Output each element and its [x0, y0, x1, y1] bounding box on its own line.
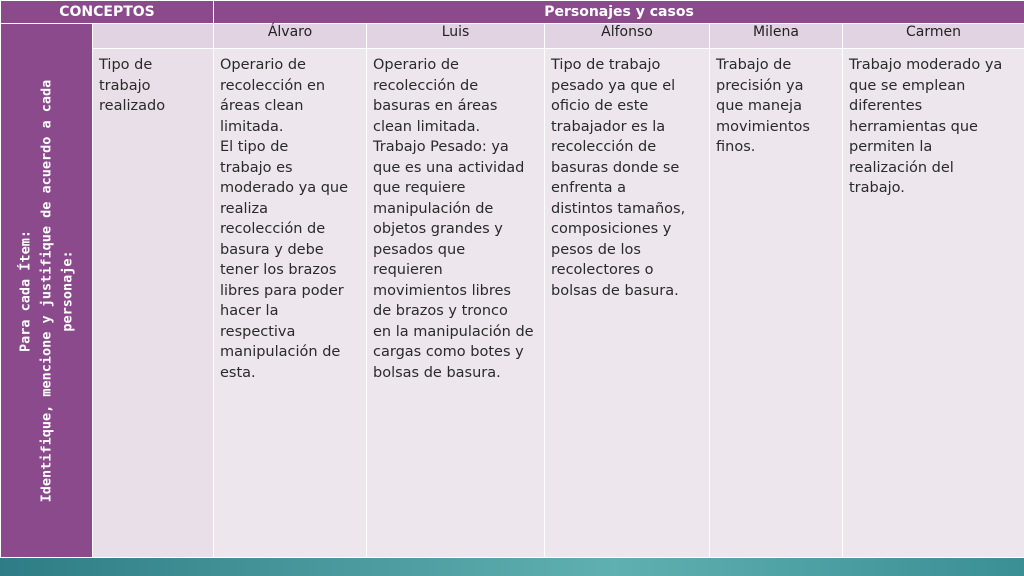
personajes-header: Personajes y casos [214, 1, 1024, 24]
table-row [1, 49, 1024, 558]
cell-milena-text: Trabajo de precisión ya que maneja movimientos finos. [716, 57, 810, 155]
column-header-alvaro: Álvaro [214, 24, 367, 49]
side-label-cell [1, 24, 93, 558]
column-header-alfonso: Alfonso [545, 24, 710, 49]
conceptos-header: CONCEPTOS [1, 1, 214, 24]
column-header-carmen: Carmen [843, 24, 1024, 49]
column-header-luis: Luis [367, 24, 545, 49]
empty-corner-cell [93, 24, 214, 49]
cell-alvaro-text: Operario de recolección en áreas clean limitada. El tipo de trabajo es moderado ya que realiza recolección de basura y debe tener los brazos libres para poder hacer la respectiva manipulación de esta. [220, 57, 349, 381]
cell-alfonso [545, 49, 710, 558]
cell-alvaro [214, 49, 367, 558]
names-row [1, 24, 1024, 49]
cell-luis [367, 49, 545, 558]
cell-luis-text: Operario de recolección de basuras en áreas clean limitada. Trabajo Pesado: ya que es una actividad que requiere manipulación de objetos grandes y pesados que requieren movimientos libres de brazos y tronco en la manipulación de cargas como botes y bolsas de basura. [373, 57, 534, 381]
row-label-cell [93, 49, 214, 558]
cell-carmen [843, 49, 1024, 558]
column-header-milena: Milena [710, 24, 843, 49]
cell-alfonso-text: Tipo de trabajo pesado ya que el oficio de este trabajador es la recolección de basuras donde se enfrenta a distintos tamaños, composiciones y pesos de los recolectores o bolsas de basura. [551, 57, 686, 299]
cell-carmen-text: Trabajo moderado ya que se emplean diferentes herramientas que permiten la realización del trabajo. [849, 57, 1003, 196]
bottom-decorative-band [0, 558, 1024, 576]
row-label: Tipo de trabajo realizado [99, 57, 166, 114]
header-row [1, 1, 1024, 24]
side-label: Para cada Ítem: Identifique, mencione y justifique de acuerdo a cada personaje: [17, 79, 75, 502]
cell-milena [710, 49, 843, 558]
